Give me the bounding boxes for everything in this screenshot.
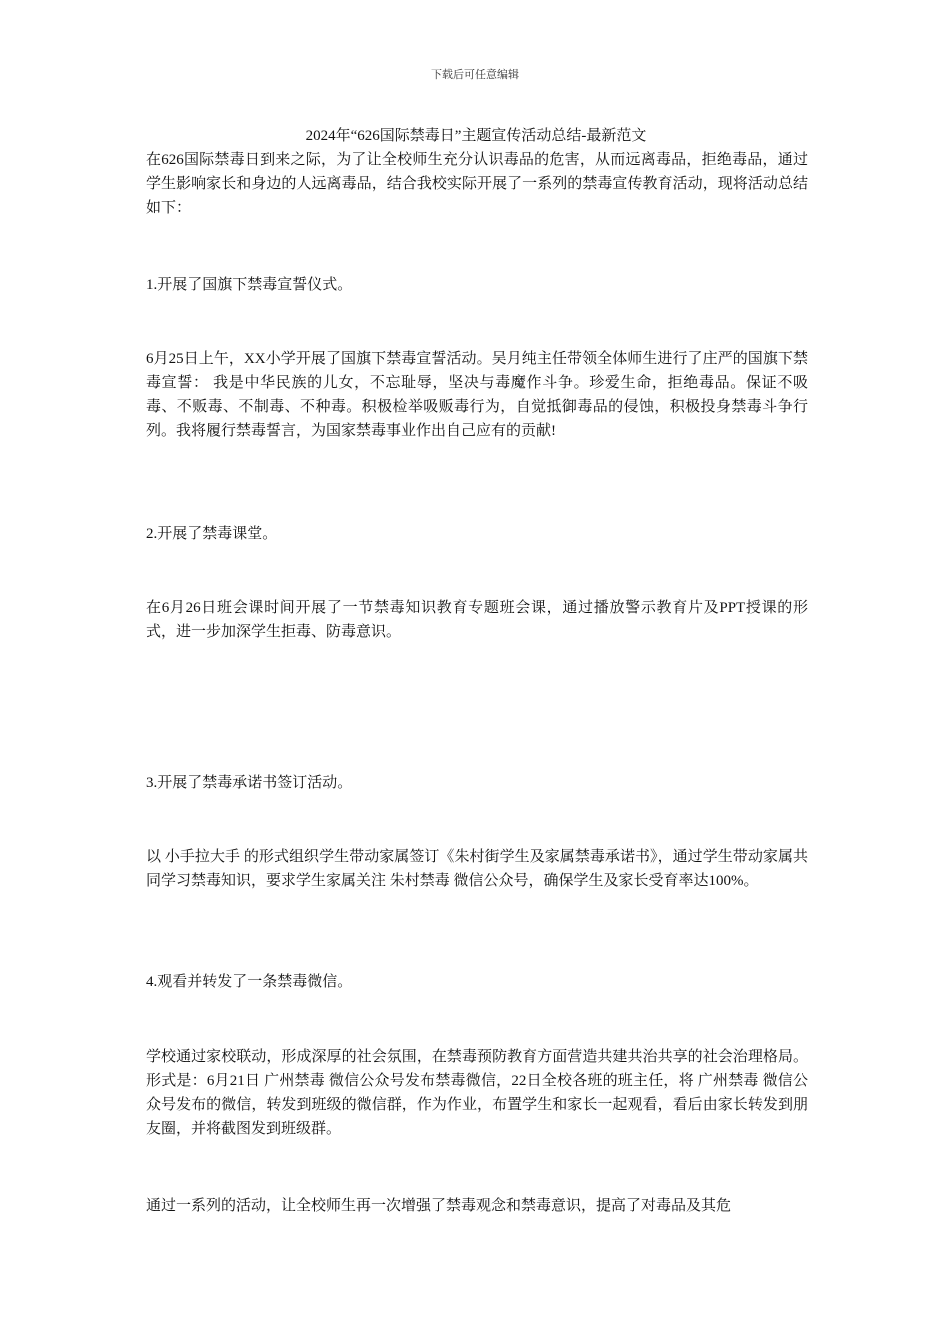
closing-paragraph: 通过一系列的活动，让全校师生再一次增强了禁毒观念和禁毒意识，提高了对毒品及其危: [146, 1198, 732, 1214]
section-body-3: 以 小手拉大手 的形式组织学生带动家属签订《朱村街学生及家属禁毒承诺书》，通过学生带动家属共同学习禁毒知识，要求学生家属关注 朱村禁毒 微信公众号，确保学生及家长受育率达100%。: [146, 849, 808, 889]
section-heading-2: 2.开展了禁毒课堂。: [146, 526, 278, 542]
section-heading-4: 4.观看并转发了一条禁毒微信。: [146, 974, 353, 990]
intro-paragraph: 在626国际禁毒日到来之际，为了让全校师生充分认识毒品的危害，从而远离毒品，拒绝毒品，通过学生影响家长和身边的人远离毒品，结合我校实际开展了一系列的禁毒宣传教育活动，现将活动总结如下：: [146, 152, 808, 216]
section-body-1: 6月25日上午，XX小学开展了国旗下禁毒宣誓活动。吴月纯主任带领全体师生进行了庄严的国旗下禁毒宣誓： 我是中华民族的儿女，不忘耻辱，坚决与毒魔作斗争。珍爱生命，拒绝毒品。保证不吸毒、不贩毒、不制毒、不种毒。积极检举吸贩毒行为，自觉抵御毒品的侵蚀，积极投身禁毒斗争行列。我将履行禁毒誓言，为国家禁毒事业作出自己应有的贡献!: [146, 351, 808, 439]
section-body-2: 在6月26日班会课时间开展了一节禁毒知识教育专题班会课，通过播放警示教育片及PPT授课的形式，进一步加深学生拒毒、防毒意识。: [146, 600, 808, 640]
section-heading-3: 3.开展了禁毒承诺书签订活动。: [146, 775, 353, 791]
page-header-note: 下载后可任意编辑: [431, 69, 519, 81]
section-heading-1: 1.开展了国旗下禁毒宣誓仪式。: [146, 277, 353, 293]
page-title: 2024年“626国际禁毒日”主题宣传活动总结-最新范文: [305, 128, 647, 144]
section-body-4: 学校通过家校联动，形成深厚的社会氛围，在禁毒预防教育方面营造共建共治共享的社会治理格局。形式是：6月21日 广州禁毒 微信公众号发布禁毒微信，22日全校各班的班主任，将 广州禁毒 微信公众号发布的微信，转发到班级的微信群，作为作业，布置学生和家长一起观看，看后由家长转发到朋友圈，并将截图发到班级群。: [146, 1049, 808, 1137]
